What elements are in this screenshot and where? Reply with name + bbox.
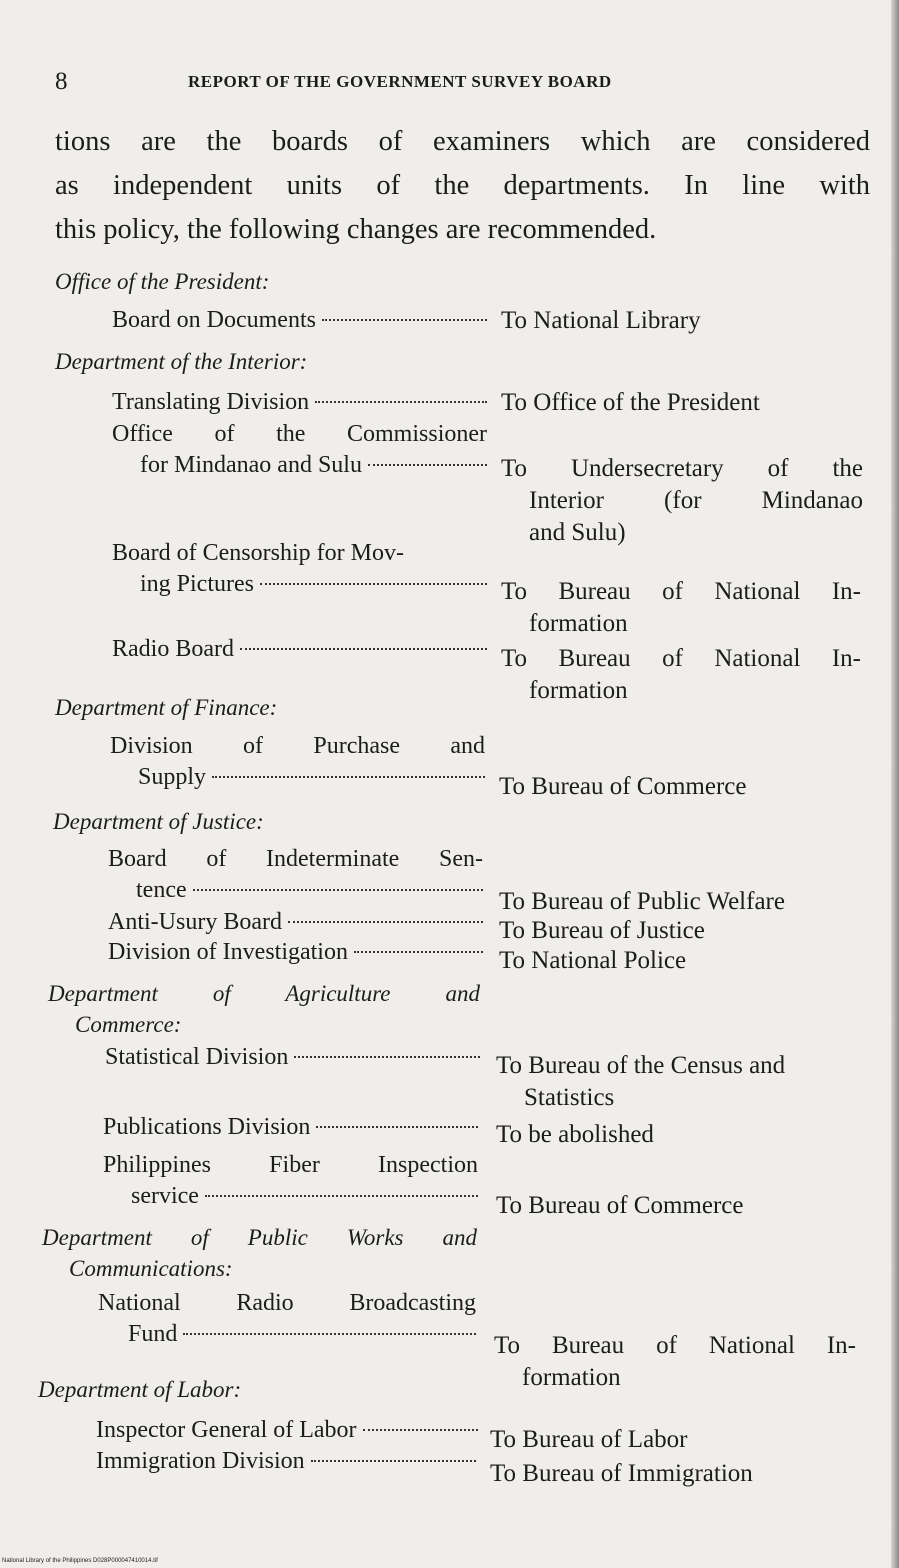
destination-line: To National Police xyxy=(499,947,687,974)
transfer-destination xyxy=(494,1330,856,1394)
dot-leader xyxy=(294,1056,480,1058)
destination-line: and Sulu) xyxy=(529,519,626,546)
transfer-destination xyxy=(499,886,864,918)
destination-line: To Bureau of Commerce xyxy=(496,1192,744,1219)
unit-name-line: Board of Censorship for Mov- xyxy=(112,540,404,566)
destination-line: Interior (for Mindanao xyxy=(529,487,863,514)
unit-name-line: Division of Investigation xyxy=(108,939,348,965)
dot-leader xyxy=(193,889,483,891)
transfer-destination xyxy=(501,453,863,549)
department-heading xyxy=(55,346,307,377)
unit-name-line: Board of Indeterminate Sen- xyxy=(108,846,483,872)
destination-line: formation xyxy=(522,1364,621,1391)
department-heading-text: Office of the President: xyxy=(55,269,270,294)
destination-line: To Bureau of National In- xyxy=(501,578,861,605)
transfer-destination xyxy=(499,945,839,977)
transfer-destination xyxy=(499,915,839,947)
department-heading-text: Commerce: xyxy=(75,1012,182,1037)
dot-leader xyxy=(212,776,485,778)
unit-name-line: National Radio Broadcasting xyxy=(98,1290,476,1316)
unit-name xyxy=(98,1288,476,1350)
unit-name xyxy=(103,1150,478,1212)
department-heading-text: Department of Agriculture and xyxy=(48,981,480,1006)
department-heading-text: Department of Justice: xyxy=(53,809,264,834)
department-heading xyxy=(55,692,277,723)
dot-leader xyxy=(316,1126,478,1128)
department-heading-text: Department of Finance: xyxy=(55,695,278,720)
department-heading xyxy=(53,806,264,837)
unit-name-line: Immigration Division xyxy=(96,1448,305,1474)
dot-leader xyxy=(288,921,483,923)
unit-name-line: Philippines Fiber Inspection xyxy=(103,1152,478,1178)
dot-leader xyxy=(322,319,487,321)
dot-leader xyxy=(311,1460,476,1462)
unit-name xyxy=(110,731,485,793)
transfer-destination xyxy=(501,643,861,707)
transfer-destination xyxy=(501,387,841,419)
unit-name xyxy=(103,1112,478,1143)
destination-line: To Bureau of National In- xyxy=(501,645,861,672)
destination-line: To Bureau of Immigration xyxy=(490,1460,753,1487)
destination-line: To Bureau of the Census and xyxy=(496,1052,786,1079)
dot-leader xyxy=(240,648,487,650)
intro-line: as independent units of the departments. In line with xyxy=(55,170,870,201)
page-number: 8 xyxy=(55,68,68,95)
unit-name-line: Radio Board xyxy=(112,636,234,662)
dot-leader xyxy=(205,1195,478,1197)
intro-line: tions are the boards of examiners which are considered xyxy=(55,126,870,157)
department-heading xyxy=(48,978,480,1040)
transfer-destination xyxy=(490,1458,835,1490)
unit-name xyxy=(108,937,483,968)
dot-leader xyxy=(368,464,487,466)
unit-name xyxy=(96,1446,476,1477)
unit-name-line: Office of the Commissioner xyxy=(112,421,487,447)
unit-name-line: Statistical Division xyxy=(105,1044,289,1070)
dot-leader xyxy=(260,583,487,585)
transfer-destination xyxy=(490,1424,830,1456)
department-heading xyxy=(55,266,269,297)
unit-name xyxy=(108,907,483,938)
department-heading-text: Communications: xyxy=(69,1256,233,1281)
department-heading-text: Department of Public Works and xyxy=(42,1225,477,1250)
unit-name xyxy=(112,419,487,481)
running-head: REPORT OF THE GOVERNMENT SURVEY BOARD xyxy=(188,72,612,91)
destination-line: To be abolished xyxy=(496,1121,654,1148)
unit-name xyxy=(112,634,487,665)
transfer-destination xyxy=(501,576,861,640)
destination-line: To Bureau of Commerce xyxy=(499,773,747,800)
intro-line: this policy, the following changes are recommended. xyxy=(55,214,657,245)
unit-name xyxy=(112,387,487,418)
dot-leader xyxy=(354,951,483,953)
unit-name-line: service xyxy=(131,1183,199,1209)
archive-footer: National Library of the Philippines D028P000047410014.tif xyxy=(2,1558,158,1564)
transfer-destination xyxy=(496,1119,836,1151)
unit-name-line: Supply xyxy=(138,764,207,790)
destination-line: To Office of the President xyxy=(501,389,760,416)
unit-name xyxy=(112,538,487,600)
transfer-destination xyxy=(496,1190,836,1222)
transfer-destination xyxy=(501,305,841,337)
destination-line: To Bureau of Labor xyxy=(490,1426,688,1453)
destination-line: formation xyxy=(529,677,628,704)
unit-name-line: Board on Documents xyxy=(112,307,316,333)
destination-line: Statistics xyxy=(524,1084,615,1111)
dot-leader xyxy=(183,1333,476,1335)
destination-line: formation xyxy=(529,610,628,637)
transfer-destination xyxy=(496,1050,861,1114)
dot-leader xyxy=(363,1429,478,1431)
department-heading xyxy=(42,1222,477,1284)
dot-leader xyxy=(315,401,487,403)
department-heading-text: Department of Labor: xyxy=(38,1377,242,1402)
unit-name xyxy=(112,305,487,336)
unit-name-line: Division of Purchase and xyxy=(110,733,485,759)
unit-name xyxy=(96,1415,478,1446)
destination-line: To Bureau of Justice xyxy=(499,917,705,944)
destination-line: To National Library xyxy=(501,307,701,334)
unit-name-line: ing Pictures xyxy=(140,571,254,597)
unit-name-line: Translating Division xyxy=(112,389,310,415)
unit-name-line: Inspector General of Labor xyxy=(96,1417,357,1443)
transfer-destination xyxy=(499,771,839,803)
unit-name-line: Fund xyxy=(128,1321,178,1347)
department-heading xyxy=(38,1374,241,1405)
unit-name-line: for Mindanao and Sulu xyxy=(140,452,362,478)
unit-name-line: tence xyxy=(136,877,187,903)
destination-line: To Undersecretary of the xyxy=(501,455,863,482)
unit-name-line: Anti-Usury Board xyxy=(108,909,282,935)
unit-name xyxy=(108,844,483,906)
department-heading-text: Department of the Interior: xyxy=(55,349,308,374)
unit-name-line: Publications Division xyxy=(103,1114,311,1140)
unit-name xyxy=(105,1042,480,1073)
destination-line: To Bureau of Public Welfare xyxy=(499,888,785,915)
destination-line: To Bureau of National In- xyxy=(494,1332,856,1359)
